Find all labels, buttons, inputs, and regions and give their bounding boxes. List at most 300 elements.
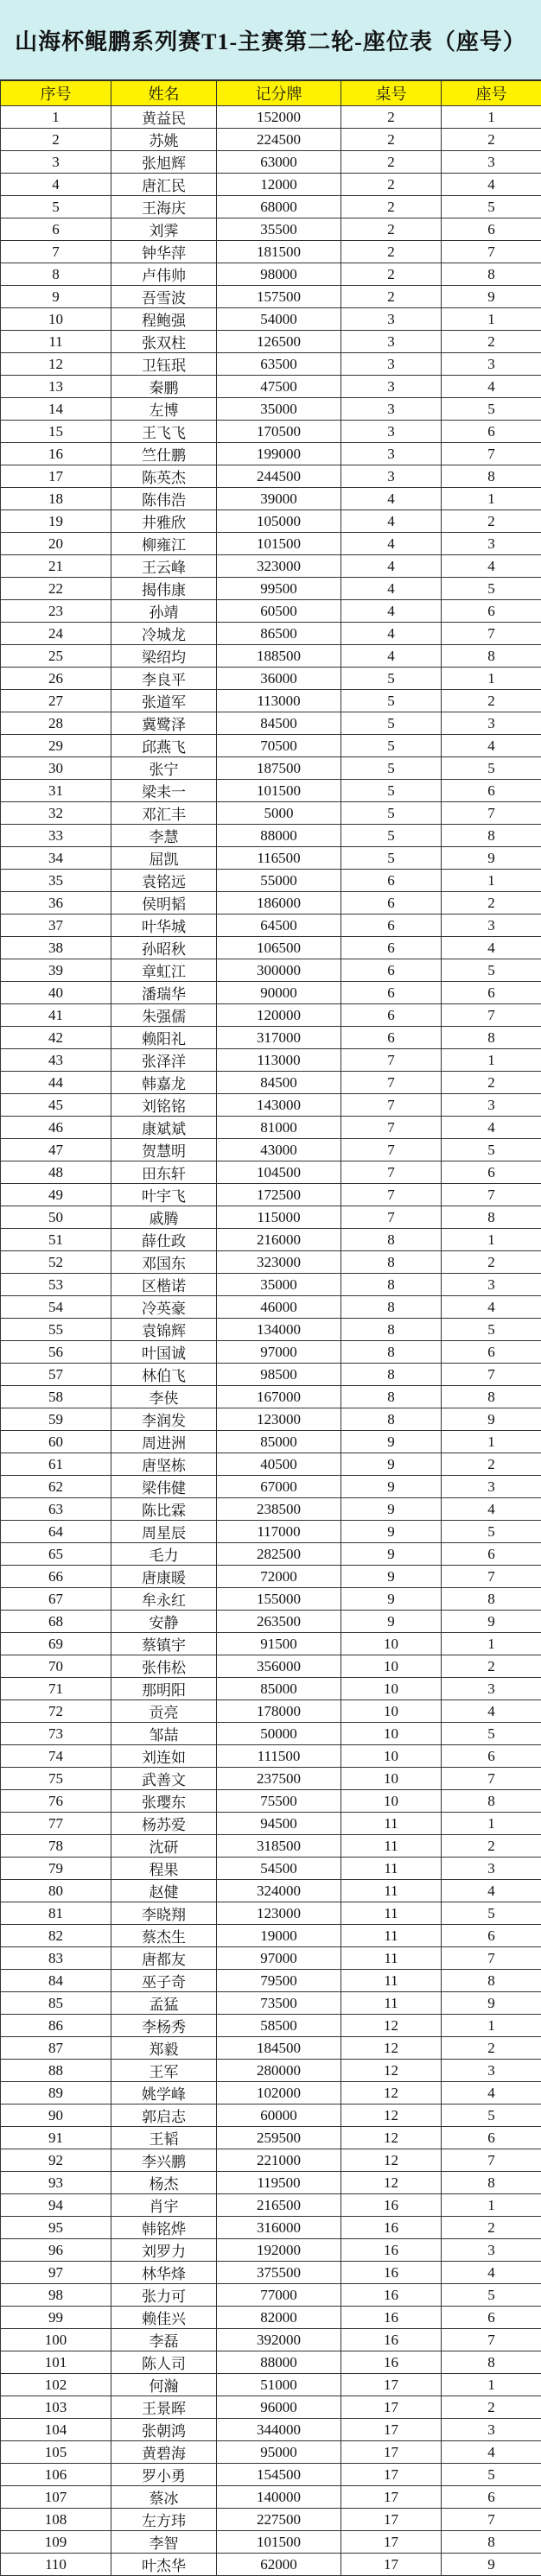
cell-name: 薛仕政 (111, 1229, 217, 1251)
table-row (1, 1790, 541, 1813)
cell-index: 90 (1, 2104, 111, 2127)
sheet-title: 山海杯鲲鹏系列赛T1-主赛第二轮-座位表（座号） (0, 0, 541, 80)
cell-index: 63 (1, 1498, 111, 1521)
cell-chips: 88000 (217, 2351, 341, 2374)
table-row (1, 1408, 541, 1431)
cell-name: 林华烽 (111, 2262, 217, 2284)
cell-index: 108 (1, 2509, 111, 2531)
cell-name: 张宁 (111, 757, 217, 780)
cell-index: 76 (1, 1790, 111, 1813)
cell-chips: 36000 (217, 668, 341, 690)
cell-index: 10 (1, 308, 111, 331)
cell-index: 41 (1, 1004, 111, 1027)
cell-chips: 216500 (217, 2194, 341, 2217)
cell-name: 邱燕飞 (111, 735, 217, 757)
cell-seat-no: 7 (442, 623, 541, 645)
cell-table-no: 9 (341, 1543, 442, 1566)
cell-table-no: 5 (341, 690, 442, 712)
cell-chips: 119500 (217, 2172, 341, 2194)
cell-table-no: 11 (341, 1813, 442, 1835)
table-row (1, 218, 541, 241)
cell-index: 101 (1, 2351, 111, 2374)
table-row (1, 2060, 541, 2082)
cell-index: 60 (1, 1431, 111, 1453)
table-row (1, 353, 541, 376)
cell-seat-no: 4 (442, 1880, 541, 1902)
cell-name: 邓汇丰 (111, 802, 217, 825)
cell-name: 程果 (111, 1858, 217, 1880)
table-row (1, 241, 541, 263)
cell-name: 朱强儒 (111, 1004, 217, 1027)
cell-chips: 113000 (217, 690, 341, 712)
cell-seat-no: 8 (442, 263, 541, 286)
table-row (1, 1700, 541, 1723)
cell-table-no: 16 (341, 2217, 442, 2239)
table-row (1, 1251, 541, 1274)
cell-chips: 184500 (217, 2037, 341, 2060)
table-row (1, 1880, 541, 1902)
cell-index: 65 (1, 1543, 111, 1566)
cell-name: 李慧 (111, 825, 217, 847)
cell-index: 79 (1, 1858, 111, 1880)
cell-seat-no: 1 (442, 308, 541, 331)
cell-index: 4 (1, 174, 111, 196)
cell-index: 75 (1, 1768, 111, 1790)
cell-seat-no: 2 (442, 2037, 541, 2060)
table-row (1, 735, 541, 757)
cell-table-no: 17 (341, 2374, 442, 2396)
cell-seat-no: 3 (442, 2060, 541, 2082)
cell-index: 103 (1, 2396, 111, 2419)
cell-chips: 170500 (217, 421, 341, 443)
cell-index: 72 (1, 1700, 111, 1723)
cell-seat-no: 3 (442, 2239, 541, 2262)
cell-name: 李兴鹏 (111, 2149, 217, 2172)
cell-seat-no: 4 (442, 1296, 541, 1319)
cell-seat-no: 1 (442, 668, 541, 690)
table-row (1, 533, 541, 555)
table-row (1, 286, 541, 308)
cell-seat-no: 6 (442, 1543, 541, 1566)
cell-table-no: 10 (341, 1678, 442, 1700)
cell-index: 19 (1, 510, 111, 533)
cell-name: 沈研 (111, 1835, 217, 1858)
table-row (1, 308, 541, 331)
cell-chips: 167000 (217, 1386, 341, 1408)
table-row (1, 623, 541, 645)
cell-seat-no: 7 (442, 1184, 541, 1206)
col-header-seat-no: 座号 (442, 81, 541, 106)
cell-name: 苏姚 (111, 129, 217, 151)
cell-table-no: 17 (341, 2554, 442, 2576)
cell-table-no: 4 (341, 488, 442, 510)
cell-seat-no: 5 (442, 2464, 541, 2486)
cell-name: 李润发 (111, 1408, 217, 1431)
cell-chips: 40500 (217, 1453, 341, 1476)
cell-seat-no: 8 (442, 2531, 541, 2554)
cell-chips: 54500 (217, 1858, 341, 1880)
cell-name: 卫钰珉 (111, 353, 217, 376)
cell-name: 陈比霖 (111, 1498, 217, 1521)
cell-index: 91 (1, 2127, 111, 2149)
cell-table-no: 12 (341, 2037, 442, 2060)
cell-table-no: 3 (341, 308, 442, 331)
table-row (1, 1835, 541, 1858)
cell-chips: 72000 (217, 1566, 341, 1588)
cell-name: 郭启志 (111, 2104, 217, 2127)
cell-index: 98 (1, 2284, 111, 2307)
cell-table-no: 16 (341, 2239, 442, 2262)
cell-index: 74 (1, 1745, 111, 1768)
cell-table-no: 3 (341, 331, 442, 353)
cell-name: 姚学峰 (111, 2082, 217, 2104)
cell-table-no: 4 (341, 555, 442, 578)
cell-seat-no: 1 (442, 106, 541, 129)
cell-seat-no: 6 (442, 421, 541, 443)
cell-seat-no: 5 (442, 1319, 541, 1341)
cell-table-no: 5 (341, 780, 442, 802)
cell-table-no: 11 (341, 1992, 442, 2015)
cell-seat-no: 3 (442, 533, 541, 555)
cell-name: 邓国东 (111, 1251, 217, 1274)
cell-name: 杨杰 (111, 2172, 217, 2194)
cell-chips: 5000 (217, 802, 341, 825)
cell-seat-no: 6 (442, 600, 541, 623)
cell-name: 田东轩 (111, 1161, 217, 1184)
cell-chips: 113000 (217, 1049, 341, 1072)
cell-index: 1 (1, 106, 111, 129)
cell-seat-no: 9 (442, 1992, 541, 2015)
table-row (1, 600, 541, 623)
cell-chips: 68000 (217, 196, 341, 218)
cell-chips: 64500 (217, 915, 341, 937)
table-row (1, 1072, 541, 1094)
cell-name: 刘连如 (111, 1745, 217, 1768)
cell-seat-no: 3 (442, 1476, 541, 1498)
table-row (1, 1745, 541, 1768)
cell-name: 何瀚 (111, 2374, 217, 2396)
cell-seat-no: 9 (442, 1611, 541, 1633)
cell-name: 赖佳兴 (111, 2307, 217, 2329)
cell-seat-no: 4 (442, 2082, 541, 2104)
cell-index: 16 (1, 443, 111, 465)
cell-chips: 97000 (217, 1947, 341, 1970)
cell-table-no: 2 (341, 129, 442, 151)
cell-seat-no: 7 (442, 1364, 541, 1386)
cell-name: 揭伟康 (111, 578, 217, 600)
cell-index: 73 (1, 1723, 111, 1745)
table-row (1, 2374, 541, 2396)
cell-seat-no: 9 (442, 286, 541, 308)
cell-seat-no: 3 (442, 1858, 541, 1880)
cell-seat-no: 6 (442, 1925, 541, 1947)
cell-name: 吾雪波 (111, 286, 217, 308)
table-row (1, 2464, 541, 2486)
table-row (1, 1049, 541, 1072)
cell-chips: 77000 (217, 2284, 341, 2307)
cell-chips: 143000 (217, 1094, 341, 1117)
cell-name: 贺慧明 (111, 1139, 217, 1161)
cell-table-no: 16 (341, 2351, 442, 2374)
table-row (1, 2284, 541, 2307)
cell-seat-no: 5 (442, 1139, 541, 1161)
cell-seat-no: 2 (442, 1835, 541, 1858)
cell-chips: 67000 (217, 1476, 341, 1498)
cell-index: 35 (1, 870, 111, 892)
cell-index: 32 (1, 802, 111, 825)
cell-chips: 316000 (217, 2217, 341, 2239)
table-row (1, 1161, 541, 1184)
cell-table-no: 9 (341, 1431, 442, 1453)
cell-index: 57 (1, 1364, 111, 1386)
cell-seat-no: 9 (442, 2554, 541, 2576)
cell-chips: 259500 (217, 2127, 341, 2149)
table-row (1, 2307, 541, 2329)
cell-seat-no: 3 (442, 2419, 541, 2441)
cell-seat-no: 5 (442, 2284, 541, 2307)
cell-index: 92 (1, 2149, 111, 2172)
table-row (1, 1296, 541, 1319)
cell-seat-no: 5 (442, 398, 541, 421)
cell-table-no: 9 (341, 1566, 442, 1588)
cell-table-no: 2 (341, 174, 442, 196)
table-row (1, 892, 541, 915)
cell-index: 33 (1, 825, 111, 847)
cell-table-no: 10 (341, 1790, 442, 1813)
table-row (1, 2172, 541, 2194)
cell-index: 22 (1, 578, 111, 600)
cell-index: 23 (1, 600, 111, 623)
cell-seat-no: 8 (442, 1588, 541, 1611)
cell-seat-no: 4 (442, 555, 541, 578)
cell-table-no: 5 (341, 802, 442, 825)
cell-seat-no: 5 (442, 959, 541, 982)
table-row (1, 488, 541, 510)
cell-seat-no: 6 (442, 218, 541, 241)
cell-chips: 300000 (217, 959, 341, 982)
cell-chips: 60000 (217, 2104, 341, 2127)
cell-name: 黄益民 (111, 106, 217, 129)
cell-table-no: 8 (341, 1296, 442, 1319)
table-row (1, 2194, 541, 2217)
cell-chips: 75500 (217, 1790, 341, 1813)
cell-chips: 55000 (217, 870, 341, 892)
cell-name: 陈英杰 (111, 465, 217, 488)
cell-chips: 120000 (217, 1004, 341, 1027)
cell-index: 94 (1, 2194, 111, 2217)
table-row (1, 1274, 541, 1296)
cell-chips: 47500 (217, 376, 341, 398)
table-row (1, 1947, 541, 1970)
cell-table-no: 11 (341, 1835, 442, 1858)
cell-index: 46 (1, 1117, 111, 1139)
cell-name: 邹喆 (111, 1723, 217, 1745)
cell-index: 48 (1, 1161, 111, 1184)
table-row (1, 1566, 541, 1588)
cell-table-no: 11 (341, 1880, 442, 1902)
cell-seat-no: 5 (442, 1723, 541, 1745)
cell-index: 5 (1, 196, 111, 218)
cell-chips: 172500 (217, 1184, 341, 1206)
table-row (1, 443, 541, 465)
cell-name: 毛力 (111, 1543, 217, 1566)
table-row (1, 1655, 541, 1678)
cell-chips: 227500 (217, 2509, 341, 2531)
cell-index: 24 (1, 623, 111, 645)
table-row (1, 2104, 541, 2127)
cell-table-no: 6 (341, 892, 442, 915)
table-row (1, 2217, 541, 2239)
cell-table-no: 3 (341, 353, 442, 376)
cell-name: 蔡镇宇 (111, 1633, 217, 1655)
cell-seat-no: 7 (442, 2149, 541, 2172)
cell-name: 袁铭远 (111, 870, 217, 892)
cell-chips: 323000 (217, 555, 341, 578)
cell-seat-no: 1 (442, 488, 541, 510)
table-row (1, 1858, 541, 1880)
cell-name: 冷城龙 (111, 623, 217, 645)
cell-table-no: 16 (341, 2262, 442, 2284)
table-row (1, 2127, 541, 2149)
cell-table-no: 12 (341, 2015, 442, 2037)
table-row (1, 465, 541, 488)
table-row (1, 1498, 541, 1521)
table-row (1, 1117, 541, 1139)
table-row (1, 915, 541, 937)
cell-table-no: 7 (341, 1206, 442, 1229)
cell-index: 86 (1, 2015, 111, 2037)
cell-seat-no: 2 (442, 2217, 541, 2239)
cell-table-no: 5 (341, 668, 442, 690)
cell-chips: 86500 (217, 623, 341, 645)
col-header-table-no: 桌号 (341, 81, 442, 106)
table-row (1, 1453, 541, 1476)
table-row (1, 555, 541, 578)
cell-index: 38 (1, 937, 111, 959)
table-row (1, 1364, 541, 1386)
cell-index: 34 (1, 847, 111, 870)
cell-index: 80 (1, 1880, 111, 1902)
cell-chips: 154500 (217, 2464, 341, 2486)
table-row (1, 780, 541, 802)
table-row (1, 847, 541, 870)
cell-chips: 375500 (217, 2262, 341, 2284)
cell-chips: 81000 (217, 1117, 341, 1139)
cell-table-no: 12 (341, 2082, 442, 2104)
cell-index: 89 (1, 2082, 111, 2104)
cell-table-no: 17 (341, 2441, 442, 2464)
cell-table-no: 17 (341, 2509, 442, 2531)
cell-index: 109 (1, 2531, 111, 2554)
cell-name: 贡亮 (111, 1700, 217, 1723)
table-row (1, 1476, 541, 1498)
cell-chips: 73500 (217, 1992, 341, 2015)
cell-table-no: 12 (341, 2127, 442, 2149)
cell-table-no: 17 (341, 2419, 442, 2441)
cell-chips: 134000 (217, 1319, 341, 1341)
cell-chips: 199000 (217, 443, 341, 465)
cell-seat-no: 4 (442, 376, 541, 398)
cell-seat-no: 8 (442, 1027, 541, 1049)
table-row (1, 1004, 541, 1027)
cell-seat-no: 8 (442, 1790, 541, 1813)
table-row (1, 1139, 541, 1161)
table-row (1, 1768, 541, 1790)
cell-name: 李杨秀 (111, 2015, 217, 2037)
cell-index: 107 (1, 2486, 111, 2509)
cell-seat-no: 8 (442, 1206, 541, 1229)
cell-name: 张道军 (111, 690, 217, 712)
cell-table-no: 2 (341, 263, 442, 286)
cell-chips: 90000 (217, 982, 341, 1004)
cell-index: 15 (1, 421, 111, 443)
table-body (1, 106, 541, 2576)
cell-chips: 35500 (217, 218, 341, 241)
cell-seat-no: 6 (442, 982, 541, 1004)
cell-table-no: 12 (341, 2172, 442, 2194)
cell-chips: 63000 (217, 151, 341, 174)
cell-seat-no: 6 (442, 2486, 541, 2509)
cell-table-no: 4 (341, 645, 442, 668)
cell-chips: 91500 (217, 1633, 341, 1655)
cell-seat-no: 7 (442, 443, 541, 465)
cell-name: 张伟松 (111, 1655, 217, 1678)
table-row (1, 937, 541, 959)
cell-index: 40 (1, 982, 111, 1004)
cell-name: 刘罗力 (111, 2239, 217, 2262)
cell-table-no: 3 (341, 465, 442, 488)
cell-seat-no: 8 (442, 2351, 541, 2374)
cell-seat-no: 2 (442, 510, 541, 533)
cell-seat-no: 6 (442, 780, 541, 802)
cell-chips: 155000 (217, 1588, 341, 1611)
table-row (1, 1206, 541, 1229)
cell-table-no: 4 (341, 623, 442, 645)
cell-table-no: 9 (341, 1521, 442, 1543)
cell-table-no: 4 (341, 510, 442, 533)
cell-chips: 39000 (217, 488, 341, 510)
cell-index: 70 (1, 1655, 111, 1678)
cell-name: 安静 (111, 1611, 217, 1633)
table-row (1, 376, 541, 398)
cell-name: 李磊 (111, 2329, 217, 2351)
cell-name: 张双柱 (111, 331, 217, 353)
cell-name: 郑毅 (111, 2037, 217, 2060)
cell-table-no: 9 (341, 1611, 442, 1633)
cell-name: 叶宇飞 (111, 1184, 217, 1206)
cell-table-no: 7 (341, 1161, 442, 1184)
cell-chips: 79500 (217, 1970, 341, 1992)
cell-seat-no: 3 (442, 915, 541, 937)
cell-chips: 46000 (217, 1296, 341, 1319)
cell-table-no: 5 (341, 847, 442, 870)
table-header (1, 81, 541, 106)
table-row (1, 1678, 541, 1700)
cell-name: 武善文 (111, 1768, 217, 1790)
cell-chips: 140000 (217, 2486, 341, 2509)
cell-name: 韩铭烨 (111, 2217, 217, 2239)
cell-index: 47 (1, 1139, 111, 1161)
cell-table-no: 8 (341, 1364, 442, 1386)
cell-name: 李侠 (111, 1386, 217, 1408)
cell-seat-no: 1 (442, 2194, 541, 2217)
cell-name: 柳雍江 (111, 533, 217, 555)
table-row (1, 1094, 541, 1117)
cell-index: 77 (1, 1813, 111, 1835)
cell-chips: 35000 (217, 1274, 341, 1296)
cell-table-no: 10 (341, 1655, 442, 1678)
cell-name: 林伯飞 (111, 1364, 217, 1386)
